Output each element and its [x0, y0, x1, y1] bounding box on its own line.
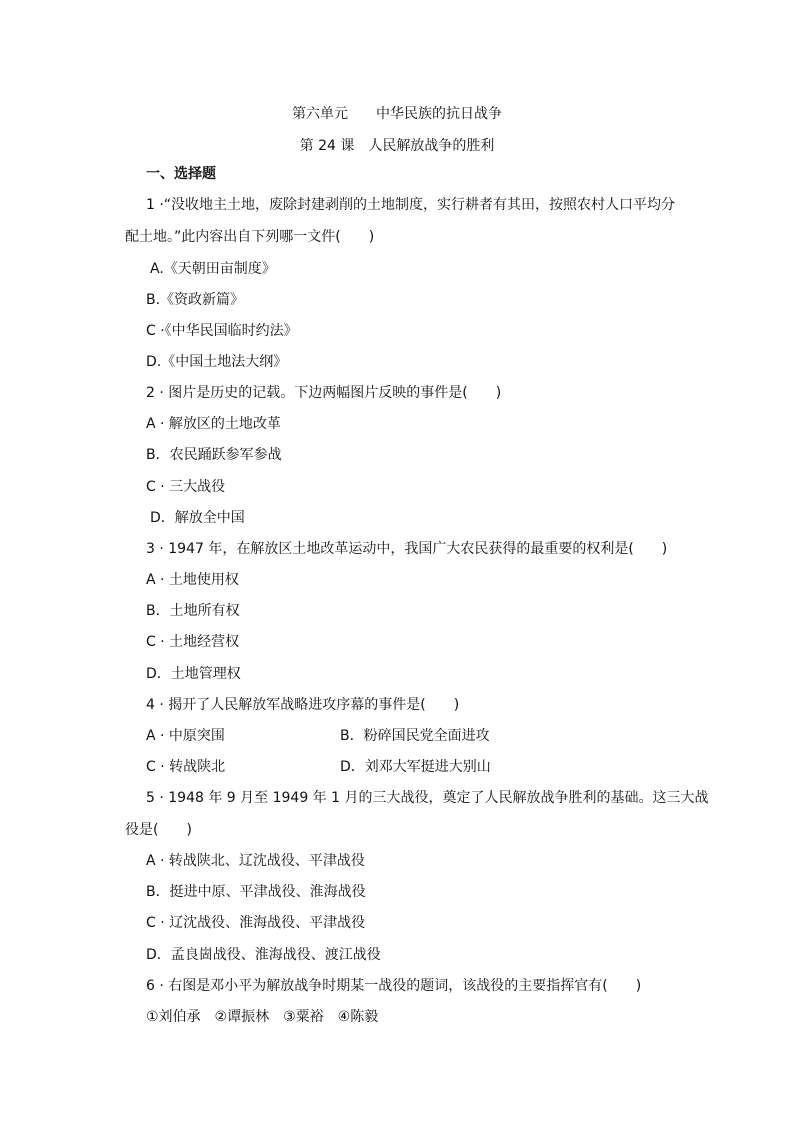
question-1-option-c: C ·《中华民国临时约法》 [146, 323, 298, 339]
question-1-option-a: A.《天朝田亩制度》 [150, 261, 276, 277]
question-1-stem-line2: 配土地。”此内容出自下列哪一文件( ) [125, 229, 375, 245]
question-2-option-c: C · 三大战役 [146, 479, 226, 495]
section-heading: 一、选择题 [146, 166, 216, 182]
question-2-option-b: B．农民踊跃参军参战 [146, 447, 282, 463]
lesson-title: 第 24 课 人民解放战争的胜利 [299, 138, 495, 154]
question-3-stem: 3 · 1947 年，在解放区土地改革运动中，我国广大农民获得的最重要的权利是( ) [146, 541, 668, 557]
question-2-stem: 2 · 图片是历史的记载。下边两幅图片反映的事件是( ) [146, 385, 502, 401]
question-4-option-a: A · 中原突围 [146, 728, 225, 744]
question-3-option-d: D．土地管理权 [146, 666, 241, 682]
question-3-option-c: C · 土地经营权 [146, 634, 240, 650]
question-1-option-d: D.《中国土地法大纲》 [146, 354, 288, 370]
question-5-option-c: C · 辽沈战役、淮海战役、平津战役 [146, 915, 366, 931]
question-4-option-b: B．粉碎国民党全面进攻 [340, 728, 490, 744]
question-5-option-a: A · 转战陕北、辽沈战役、平津战役 [146, 853, 365, 869]
question-1-stem-line1: 1 ·“没收地主土地，废除封建剥削的土地制度，实行耕者有其田，按照农村人口平均分 [146, 197, 676, 213]
question-5-stem-line1: 5 · 1948 年 9 月至 1949 年 1 月的三大战役，奠定了人民解放战争胜利的基础。这三大战 [146, 790, 709, 806]
unit-title: 第六单元 中华民族的抗日战争 [292, 106, 502, 122]
question-5-option-b: B．挺进中原、平津战役、淮海战役 [146, 884, 366, 900]
question-2-option-a: A · 解放区的土地改革 [146, 416, 281, 432]
question-4-option-c: C · 转战陕北 [146, 759, 226, 775]
question-4-stem: 4 · 揭开了人民解放军战略进攻序幕的事件是( ) [146, 697, 460, 713]
question-3-option-a: A · 土地使用权 [146, 572, 239, 588]
question-5-stem-line2: 役是( ) [125, 822, 192, 838]
question-5-option-d: D．孟良崮战役、淮海战役、渡江战役 [146, 947, 381, 963]
question-4-option-d: D．刘邓大军挺进大别山 [340, 759, 491, 775]
question-1-option-b: B.《资政新篇》 [146, 292, 245, 308]
question-6-stem: 6 · 右图是邓小平为解放战争时期某一战役的题词，该战役的主要指挥官有( ) [146, 978, 642, 994]
question-2-option-d: D．解放全中国 [150, 510, 245, 526]
question-3-option-b: B．土地所有权 [146, 603, 240, 619]
question-6-choices: ①刘伯承 ②谭振林 ③粟裕 ④陈毅 [146, 1009, 379, 1025]
